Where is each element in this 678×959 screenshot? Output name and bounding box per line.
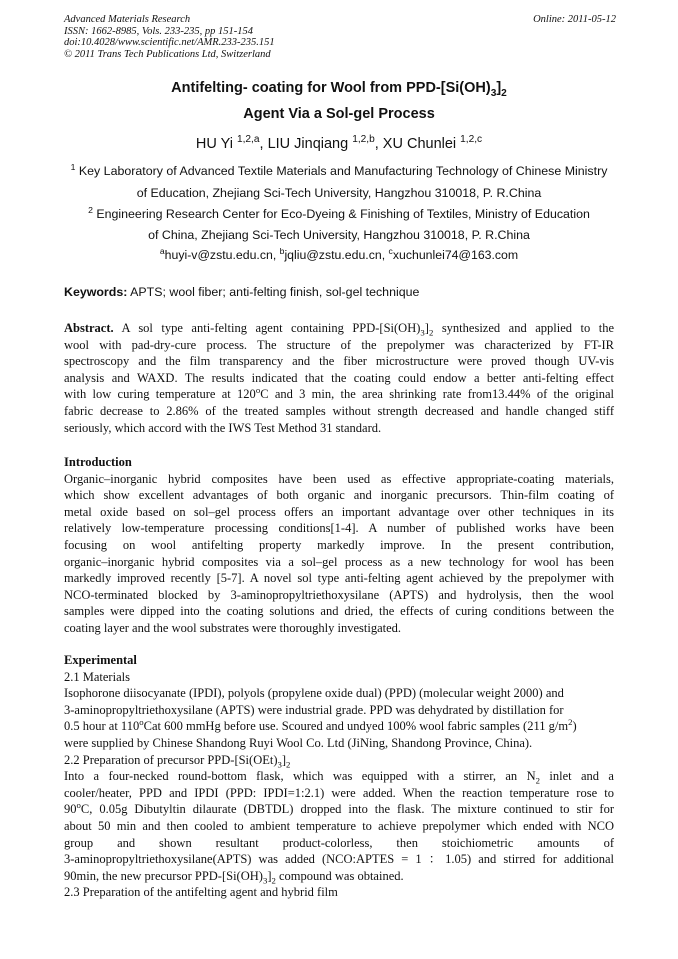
copyright-line: © 2011 Trans Tech Publications Ltd, Switzerland [64, 48, 271, 60]
subsection-heading: 2.3 Preparation of the antifelting agent and hybrid film [64, 885, 338, 900]
text-line: group and shown resultant product-colorless, then stoichiometric amounts of [64, 835, 614, 850]
text-line: 3-aminopropyltriethoxysilane (APTS) were industrial grade. PPD was dehydrated by distillation for [64, 702, 564, 717]
text-line: samples were dipped into the coating solutions and dried, the effects of curing conditions between the [64, 604, 614, 619]
text-line: Isophorone diisocyanate (IPDI), polyols (propylene oxide dual) (PPD) (molecular weight 2000) and [64, 686, 564, 701]
text-line: coating layer and the wool substrates were thoroughly investigated. [64, 620, 402, 635]
journal-header [64, 14, 616, 60]
text-line: relatively low-temperature processing conditions[1-4]. A number of published works have been [64, 521, 614, 536]
text-line: metal oxide based on sol–gel process offers an important advantage over other techniques in its [64, 504, 614, 519]
text-line: were supplied by Chinese Shandong Ruyi Wool Co. Ltd (JiNing, Shandong Province, China). [64, 735, 533, 750]
text-line: organic–inorganic hybrid composites via a sol–gel process as a new technology for wool has been [64, 554, 614, 569]
text-line: which show excellent advantages of both organic and inorganic precursors. Thin-film coating of [64, 488, 614, 503]
author-name: XU Chunlei [382, 136, 457, 152]
introduction-section [64, 454, 614, 637]
text-line: 90min, the new precursor PPD-$[Si(OH)_3]_2$ compound was obtained. [64, 868, 404, 886]
text-line: Organic–inorganic hybrid composites have been used as effective appropriate-coating materials, [64, 471, 614, 486]
subsection-heading: 2.1 Materials [64, 669, 130, 684]
email-link[interactable]: huyi-v@zstu.edu.cn, [164, 248, 277, 262]
author-name: LIU Jinqiang [267, 136, 349, 152]
paper-title-line-2: Agent Via a Sol-gel Process [243, 106, 435, 122]
text-line: cooler/heater, PPD and IPDI (PPD: IPDI=1:2.1) were added. When the reaction temperature rose to [64, 785, 614, 800]
text-line: 90$^o$C, 0.05g Dibutyltin dilaurate (DBTDL) dropped into the flask. The mixture continued to stir for [64, 800, 614, 817]
email-link[interactable]: jqliu@zstu.edu.cn, [284, 248, 386, 262]
email-link[interactable]: xuchunlei74@163.com [392, 248, 519, 262]
author-name: HU Yi [195, 136, 233, 152]
text-line: focusing on wool antifelting property markedly improve. In the present contribution, [64, 537, 614, 552]
affiliation-2-line-2: of China, Zhejiang Sci-Tech University, Hangzhou 310018, P. R.China [148, 228, 530, 242]
journal-name: Advanced Materials Research [64, 14, 191, 25]
abstract: Abstract. A sol type anti-felting agent containing PPD-$[Si(OH)_3]_2$ synthesized and applied to the wool with pad-dry-cure process. The structure of the prepolymer was characterized by FT-IR spectroscopy and the film transparency and the fiber microstructure were proved though UV-vis analysis and WAXD. The results indicated that the coating could endow a better anti-felting effect with low curing temperature at 120$^o$C and 3 min, the area shrinking rate from13.44% of the original fabric decrease to 2.86% of the treated samples without strength decreased and handle changed stiff seriously, which accord with the IWS Test Method 31 standard. [64, 321, 614, 435]
author-emails: $^a$huyi-v@zstu.edu.cn, $^b$jqliu@zstu.edu.cn, $^c$xuchunlei74@163.com [159, 245, 519, 262]
text-line: 0.5 hour at 110$^o$Cat 600 mmHg before use. Scoured and undyed 100% wool fabric samples (211 $g/m^2$) [64, 717, 577, 734]
affiliation-1-line-1: $^1$ Key Laboratory of Advanced Textile Materials and Manufacturing Technology of Chinese Ministry [70, 161, 608, 178]
subsection-heading: 2.2 Preparation of precursor PPD-$[Si(OEt)_3]_2$ [64, 752, 291, 770]
experimental-heading: Experimental [64, 653, 137, 667]
issn-line: ISSN: 1662-8985, Vols. 233-235, pp 151-154 [64, 25, 253, 37]
paper-title-line-1: Antifelting- coating for Wool from PPD-$[Si(OH)_3]_2$ [171, 80, 507, 99]
text-line: NCO-terminated blocked by 3-aminopropyltriethoxysilane (APTS) and hydrolysis, then the wool [64, 587, 614, 602]
introduction-heading: Introduction [64, 455, 132, 469]
author-list: HU Yi $^{1,2,a}$, LIU Jinqiang $^{1,2,b}$, XU Chunlei $^{1,2,c}$ [195, 134, 483, 152]
affiliation-2-line-1: $^2$ Engineering Research Center for Eco-Dyeing & Finishing of Textiles, Ministry of Education [88, 204, 590, 221]
keywords-label: Keywords: [64, 285, 128, 299]
keywords-text: APTS; wool fiber; anti-felting finish, sol-gel technique [130, 285, 420, 299]
text-line: about 50 min and then cooled to ambient temperature to achieve prepolymer which ended with NCO [64, 818, 614, 833]
text-line: markedly improved recently [5-7]. A novel sol type anti-felting agent achieved by the prepolymer with [64, 571, 614, 586]
online-date: Online: 2011-05-12 [533, 14, 616, 25]
text-line: Into a four-necked round-bottom flask, which was equipped with a stirrer, an $N_2$ inlet and a [64, 769, 614, 786]
doi-line: doi:10.4028/www.scientific.net/AMR.233-235.151 [64, 37, 275, 48]
text-line: 3-aminopropyltriethoxysilane(APTS) was added (NCO:APTES = 1 ：1.05) and stirred for additional [64, 852, 614, 867]
keywords [64, 285, 624, 299]
affiliation-1-line-2: of Education, Zhejiang Sci-Tech University, Hangzhou 310018, P. R.China [136, 186, 542, 200]
abstract-label: Abstract. [64, 321, 114, 335]
experimental-section [64, 652, 614, 901]
